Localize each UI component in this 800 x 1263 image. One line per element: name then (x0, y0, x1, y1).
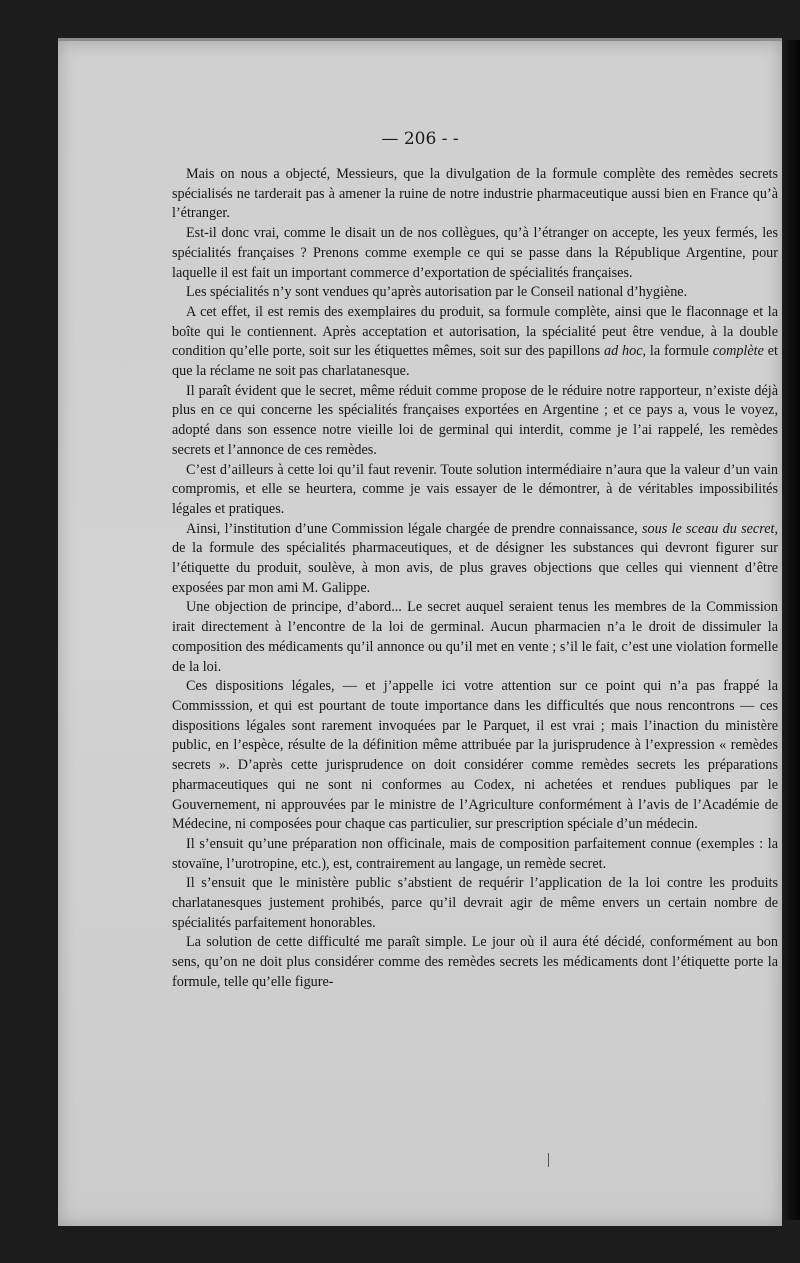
stray-mark (548, 1153, 549, 1167)
paragraph: A cet effet, il est remis des exemplaires du produit, sa formule complète, ainsi que le flaconnage et la boîte qui le contiennent. Après acceptation et autorisation, la spécialité peut être vendue, à la double condition qu’elle porte, soit sur les étiquettes mêmes, soit sur des papillons ad hoc, la formule complète et que la réclame ne soit pas charlatanesque. (172, 303, 778, 380)
paragraph: Ces dispositions légales, — et j’appelle ici votre attention sur ce point qui n’a pas frappé la Commisssion, et qui est pourtant de toute importance dans les difficultés que nous rencontrons — ces dispositions légales sont rarement invoquées par le Parquet, il est vrai ; mais l’inaction du ministère public, en l’espèce, résulte de la définition même attribuée par la jurisprudence à l’expression « remèdes secrets ». D’après cette jurisprudence on doit considérer comme remèdes secrets les préparations pharmaceutiques qui ne sont ni conformes au Codex, ni achetées et rendues publiques par le Gouvernement, ni approuvées par le ministre de l’Agriculture conformément à l’avis de l’Académie de Médecine, ni composées pour chaque cas particulier, sur prescription spéciale d’un médecin. (172, 678, 778, 833)
page-number: — 206 - - (381, 129, 459, 149)
paragraph: Il s’ensuit qu’une préparation non officinale, mais de composition parfaitement connue (exemples : la stovaïne, l’urotropine, etc.), est, contrairement au langage, un remède secret. (172, 835, 778, 872)
body-text (172, 165, 778, 993)
paragraph: La solution de cette difficulté me paraît simple. Le jour où il aura été décidé, conformément au bon sens, qu’on ne doit plus considérer comme des remèdes secrets les médicaments dont l’étiquette porte la formule, telle qu’elle figure- (172, 934, 778, 990)
book-page (58, 38, 782, 1226)
paragraph: Est-il donc vrai, comme le disait un de nos collègues, qu’à l’étranger on accepte, les yeux fermés, les spécialités françaises ? Prenons comme exemple ce qui se passe dans la République Argentine, pour laquelle il est fait un important commerce d’exportation de spécialités françaises. (172, 225, 778, 281)
paragraph: Une objection de principe, d’abord... Le secret auquel seraient tenus les membres de la Commission irait directement à l’encontre de la loi de germinal. Aucun pharmacien n’a le droit de dissimuler la composition des médicaments qu’il annonce ou qu’il met en vente ; s’il le fait, c’est une violation formelle de la loi. (172, 599, 778, 675)
paragraph: Les spécialités n’y sont vendues qu’après autorisation par le Conseil national d’hygiène. (186, 284, 688, 301)
paragraph: Il paraît évident que le secret, même réduit comme propose de le réduire notre rapporteur, n’existe déjà plus en ce qui concerne les spécialités françaises exportées en Argentine ; et ce pays a, vous le voyez, adopté dans son essence notre vieille loi de germinal qui interdit, comme je l’ai rappelé, les remèdes secrets et l’annonce de ces remèdes. (172, 382, 778, 458)
paragraph: Mais on nous a objecté, Messieurs, que la divulgation de la formule complète des remèdes secrets spécialisés ne tarderait pas à amener la ruine de notre industrie pharmaceutique aussi bien en France qu’à l’étranger. (172, 166, 778, 222)
paragraph: Ainsi, l’institution d’une Commission légale chargée de prendre connaissance, sous le sceau du secret, de la formule des spécialités pharmaceutiques, et de désigner les substances qui devront figurer sur l’étiquette du produit, soulève, à mon avis, de plus graves objections que celles qui viennent d’être exposées par mon ami M. Galippe. (172, 520, 778, 596)
paragraph: Il s’ensuit que le ministère public s’abstient de requérir l’application de la loi contre les produits charlatanesques justement prohibés, parce qu’il devrait agir de même envers un certain nombre de spécialités parfaitement honorables. (172, 875, 778, 931)
paragraph: C’est d’ailleurs à cette loi qu’il faut revenir. Toute solution intermédiaire n’aura que la valeur d’un vain compromis, et elle se heurtera, comme je vais essayer de le démontrer, à de véritables impossibilités légales et pratiques. (172, 461, 778, 517)
